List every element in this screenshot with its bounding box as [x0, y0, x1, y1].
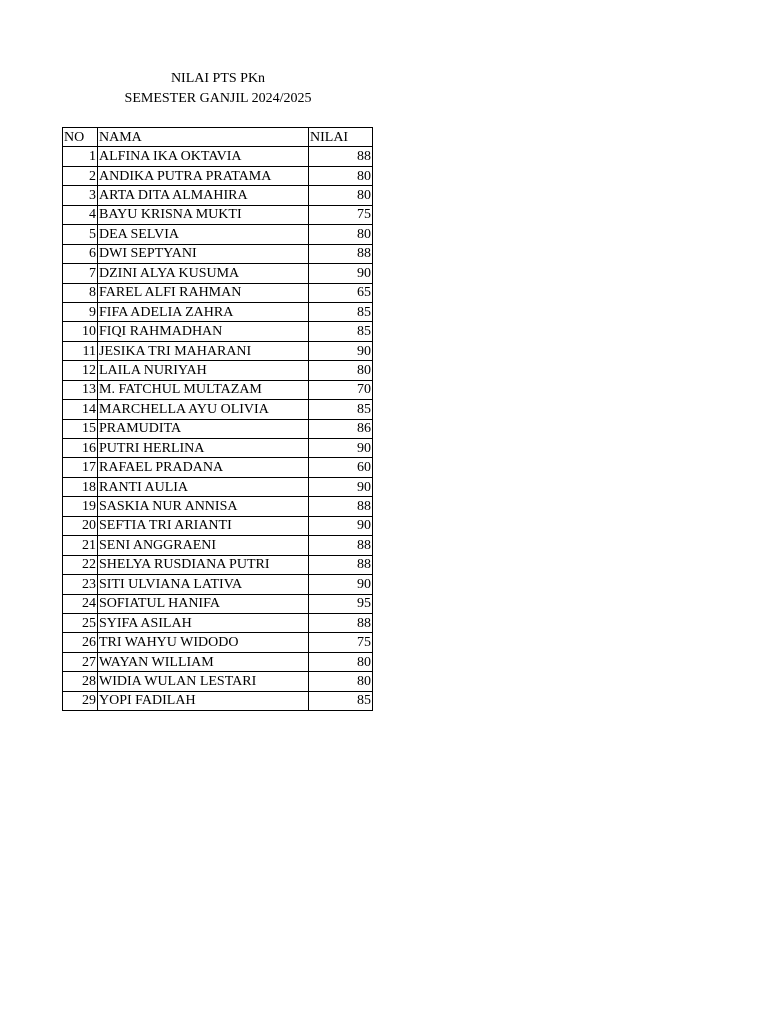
row-nama: SITI ULVIANA LATIVA [98, 575, 309, 594]
table-row [63, 497, 373, 516]
table-header-row [63, 128, 373, 147]
row-nilai: 80 [309, 225, 373, 244]
table-row [63, 322, 373, 341]
row-no: 15 [63, 419, 98, 438]
row-no: 26 [63, 633, 98, 652]
row-nama: ANDIKA PUTRA PRATAMA [98, 166, 309, 185]
row-no: 4 [63, 205, 98, 224]
row-nama: SASKIA NUR ANNISA [98, 497, 309, 516]
row-no: 6 [63, 244, 98, 263]
row-no: 25 [63, 613, 98, 632]
row-nilai: 75 [309, 205, 373, 224]
row-nama: RANTI AULIA [98, 477, 309, 496]
row-nama: WIDIA WULAN LESTARI [98, 672, 309, 691]
row-nama: PUTRI HERLINA [98, 439, 309, 458]
row-no: 8 [63, 283, 98, 302]
table-row [63, 147, 373, 166]
table-row [63, 380, 373, 399]
grades-table [62, 127, 373, 711]
row-nilai: 88 [309, 147, 373, 166]
row-nama: DZINI ALYA KUSUMA [98, 264, 309, 283]
row-no: 29 [63, 691, 98, 710]
table-row [63, 400, 373, 419]
row-nama: SHELYA RUSDIANA PUTRI [98, 555, 309, 574]
table-row [63, 594, 373, 613]
row-nama: JESIKA TRI MAHARANI [98, 341, 309, 360]
row-nilai: 88 [309, 613, 373, 632]
row-nilai: 80 [309, 672, 373, 691]
row-nilai: 85 [309, 400, 373, 419]
row-nilai: 95 [309, 594, 373, 613]
header-nama: NAMA [98, 128, 309, 147]
row-nilai: 80 [309, 186, 373, 205]
row-nama: ARTA DITA ALMAHIRA [98, 186, 309, 205]
table-row [63, 264, 373, 283]
row-no: 14 [63, 400, 98, 419]
row-nilai: 60 [309, 458, 373, 477]
row-no: 16 [63, 439, 98, 458]
row-no: 2 [63, 166, 98, 185]
row-no: 12 [63, 361, 98, 380]
row-nama: RAFAEL PRADANA [98, 458, 309, 477]
row-no: 23 [63, 575, 98, 594]
row-no: 18 [63, 477, 98, 496]
row-no: 1 [63, 147, 98, 166]
row-nilai: 80 [309, 652, 373, 671]
table-row [63, 633, 373, 652]
row-nilai: 90 [309, 575, 373, 594]
table-row [63, 186, 373, 205]
table-row [63, 536, 373, 555]
row-nama: SOFIATUL HANIFA [98, 594, 309, 613]
row-nama: FIFA ADELIA ZAHRA [98, 302, 309, 321]
row-no: 19 [63, 497, 98, 516]
table-row [63, 672, 373, 691]
row-no: 11 [63, 341, 98, 360]
row-nilai: 86 [309, 419, 373, 438]
header-nilai: NILAI [309, 128, 373, 147]
row-nama: M. FATCHUL MULTAZAM [98, 380, 309, 399]
row-no: 9 [63, 302, 98, 321]
row-nilai: 65 [309, 283, 373, 302]
row-no: 10 [63, 322, 98, 341]
row-nama: YOPI FADILAH [98, 691, 309, 710]
row-no: 20 [63, 516, 98, 535]
row-nama: WAYAN WILLIAM [98, 652, 309, 671]
table-row [63, 652, 373, 671]
row-nama: FIQI RAHMADHAN [98, 322, 309, 341]
row-nilai: 88 [309, 555, 373, 574]
table-row [63, 613, 373, 632]
row-nilai: 90 [309, 341, 373, 360]
row-nilai: 90 [309, 439, 373, 458]
row-nama: FAREL ALFI RAHMAN [98, 283, 309, 302]
row-nama: SENI ANGGRAENI [98, 536, 309, 555]
table-row [63, 166, 373, 185]
row-no: 22 [63, 555, 98, 574]
table-row [63, 205, 373, 224]
table-row [63, 361, 373, 380]
page-title: NILAI PTS PKn [170, 71, 266, 86]
row-nama: TRI WAHYU WIDODO [98, 633, 309, 652]
row-nama: MARCHELLA AYU OLIVIA [98, 400, 309, 419]
row-no: 13 [63, 380, 98, 399]
row-no: 27 [63, 652, 98, 671]
table-row [63, 555, 373, 574]
row-nama: DEA SELVIA [98, 225, 309, 244]
row-nama: SYIFA ASILAH [98, 613, 309, 632]
row-no: 3 [63, 186, 98, 205]
row-no: 21 [63, 536, 98, 555]
row-nilai: 90 [309, 477, 373, 496]
row-nama: SEFTIA TRI ARIANTI [98, 516, 309, 535]
row-nilai: 88 [309, 244, 373, 263]
row-no: 5 [63, 225, 98, 244]
row-nilai: 90 [309, 516, 373, 535]
row-nilai: 70 [309, 380, 373, 399]
table-row [63, 341, 373, 360]
table-row [63, 419, 373, 438]
table-row [63, 283, 373, 302]
row-nama: PRAMUDITA [98, 419, 309, 438]
row-nilai: 85 [309, 691, 373, 710]
row-no: 28 [63, 672, 98, 691]
row-nilai: 85 [309, 302, 373, 321]
table-row [63, 302, 373, 321]
row-nilai: 80 [309, 361, 373, 380]
table-row [63, 244, 373, 263]
row-nilai: 88 [309, 497, 373, 516]
row-nilai: 90 [309, 264, 373, 283]
row-nilai: 75 [309, 633, 373, 652]
row-nilai: 85 [309, 322, 373, 341]
row-nama: LAILA NURIYAH [98, 361, 309, 380]
row-nilai: 80 [309, 166, 373, 185]
table-row [63, 691, 373, 710]
table-row [63, 458, 373, 477]
grades-table-body [63, 128, 373, 711]
header-no: NO [63, 128, 98, 147]
row-no: 24 [63, 594, 98, 613]
row-no: 17 [63, 458, 98, 477]
page-subtitle: SEMESTER GANJIL 2024/2025 [124, 91, 312, 106]
row-nama: ALFINA IKA OKTAVIA [98, 147, 309, 166]
row-nama: BAYU KRISNA MUKTI [98, 205, 309, 224]
row-no: 7 [63, 264, 98, 283]
table-row [63, 477, 373, 496]
row-nama: DWI SEPTYANI [98, 244, 309, 263]
table-row [63, 225, 373, 244]
table-row [63, 575, 373, 594]
table-row [63, 439, 373, 458]
table-row [63, 516, 373, 535]
row-nilai: 88 [309, 536, 373, 555]
